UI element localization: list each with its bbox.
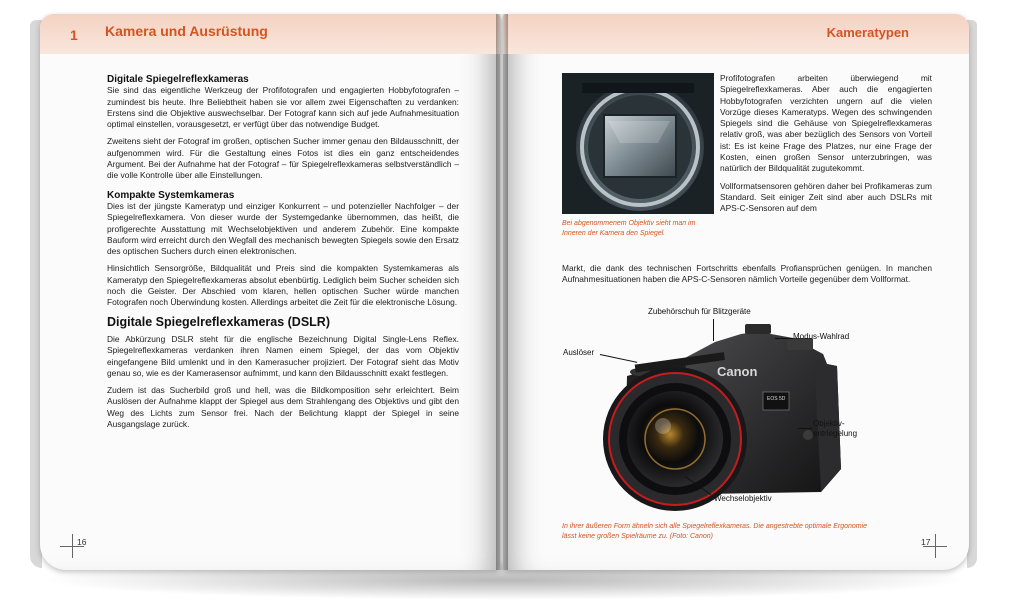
right-page xyxy=(503,14,969,570)
page-number-left: 16 xyxy=(77,537,87,547)
label-mode-dial: Modus-Wahlrad xyxy=(793,332,850,341)
label-lens: Wechselobjektiv xyxy=(714,494,772,503)
left-body xyxy=(107,74,459,436)
caption-camera-line-1: In ihrer äußeren Form ähneln sich alle Spiegelreflexkameras. Die angestrebte optimale Ergonomie xyxy=(562,523,868,530)
heading-dslr: Digitale Spiegelreflexkameras xyxy=(107,74,249,85)
running-title: Kameratypen xyxy=(826,25,909,40)
caption-camera-line-2: lässt keine großen Spielräume zu. (Foto: Canon) xyxy=(562,532,713,540)
label-lens-release: Objektiv- xyxy=(813,419,845,428)
caption-mirror: Bei abgenommenem Objektiv sieht man im Inneren der Kamera den Spiegel. xyxy=(562,220,696,237)
crop-mark xyxy=(935,534,936,558)
book-gutter xyxy=(496,14,508,570)
right-body-bottom xyxy=(562,263,932,292)
left-page xyxy=(40,14,500,570)
heading-system-cameras: Kompakte Systemkameras xyxy=(107,189,235,201)
paragraph: Profifotografen arbeiten überwiegend mit Spiegelreflexkameras. Aber auch die engagierten Hobbyfotografen verzichten ungern auf die vielen Vorzüge dieses Kameratyps. Wegen des schwingenden Spiegels sind die Gehäuse von Spiegelreflexkameras relativ groß, was aber bezüglich des Sensors von Vorteil ist: Es ist keine Frage des Platzes, nur eine Frage der Kosten, einen großen Sensor unterzubringen, was natürlich der Bildqualität zugutekommt. xyxy=(720,73,932,174)
camera-illustration xyxy=(565,304,945,519)
label-lens-release-2: entriegelung xyxy=(813,429,858,438)
leader-line xyxy=(775,338,793,339)
leader-line xyxy=(713,319,714,341)
label-hotshoe: Zubehörschuh für Blitzgeräte xyxy=(648,307,751,316)
right-body-top xyxy=(720,73,932,215)
crop-mark xyxy=(72,534,73,558)
paragraph: Dies ist der jüngste Kameratyp und einziger Konkurrent – und potenzieller Nachfolger – der Spiegelreflexkamera. Von dieser wurde der Systemgedanke übernommen, das heißt, die profigerechte Ausstattung mit Wechselobjektiven und anderem Zubehör. Eine kompakte Bauform wird erreicht durch den Wegfall des mechanisch bewegten Spiegels sowie den Ersatz des optischen Suchers durch einen elektronischen. xyxy=(107,200,459,257)
paragraph: Hinsichtlich Sensorgröße, Bildqualität und Preis sind die kompakten Systemkameras als Kameratyp den Spiegelreflexkameras absolut ebenbürtig. Lediglich beim Sucher scheiden sich noch die Geister. Der Abschied vom klaren, hellen optischen Sucher würde manchen Fotografen noch Überwindung kosten. Allerdings arbeitet die Zeit für die elektronische Lösung. xyxy=(107,263,459,308)
label-shutter: Auslöser xyxy=(563,348,595,357)
heading-dslr-section: Digitale Spiegelreflexkameras (DSLR) xyxy=(107,314,330,329)
leader-line xyxy=(798,428,812,429)
camera-mirror-photo xyxy=(562,73,714,214)
caption-camera xyxy=(562,522,942,541)
page-number-right: 17 xyxy=(921,537,931,547)
chapter-number: 1 xyxy=(70,27,78,43)
paragraph: Markt, die dank des technischen Fortschritts ebenfalls Profiansprüchen genügen. In manchen Aufnahmesituationen haben die APS-C-Sensoren nämlich Vorteile gegenüber dem Vollformat. xyxy=(562,263,932,285)
model-text: EOS 5D xyxy=(767,396,786,402)
chapter-title: Kamera und Ausrüstung xyxy=(105,23,268,39)
paragraph: Zweitens sieht der Fotograf im großen, optischen Sucher immer genau den Bildausschnitt, der aufgenommen wird. Für die Gestaltung eines Fotos ist dies ein ganz entscheidendes Argument. Bei der Aufnahme hat der Fotograf – für Spiegelreflexkameras selbstverständlich – die volle Kontrolle über alle Einstellungen. xyxy=(107,136,459,181)
paragraph: Sie sind das eigentliche Werkzeug der Profifotografen und engagierten Hobbyfotografen – zumindest bis heute. Ihre Beliebtheit haben sie vor allem zwei Eigenschaften zu verdanken: Erstens sind die Objektive auswechselbar. Der Fotograf kann sich auf jede Aufnahmesituation optimal einstellen, vorausgesetzt, er verfügt über das notwendige Budget. xyxy=(107,85,459,130)
paragraph: Die Abkürzung DSLR steht für die englische Bezeichnung Digital Single-Lens Reflex. Spiegelreflexkameras verdanken ihren Namen einem Spiegel, der das vom Objektiv eingefangene Bild umlenkt und in den Kamerasucher projiziert. Der Fotograf sieht das Motiv genau so, wie es der Kamerasensor aufnimmt, und kann den Bildausschnitt exakt festlegen. xyxy=(107,333,459,378)
paragraph: Vollformatsensoren gehören daher bei Profikameras zum Standard. Seit einiger Zeit sind aber auch DSLRs mit APS-C-Sensoren auf dem xyxy=(720,180,932,214)
paragraph: Zudem ist das Sucherbild groß und hell, was die Bildkomposition sehr erleichtert. Beim Auslösen der Aufnahme klappt der Spiegel aus dem Strahlengang des Objektivs und gibt den Weg des Lichts zum Sensor frei. Nach der Belichtung klappt der Spiegel in seine Ausgangslage zurück. xyxy=(107,385,459,430)
brand-text: Canon xyxy=(717,364,758,379)
